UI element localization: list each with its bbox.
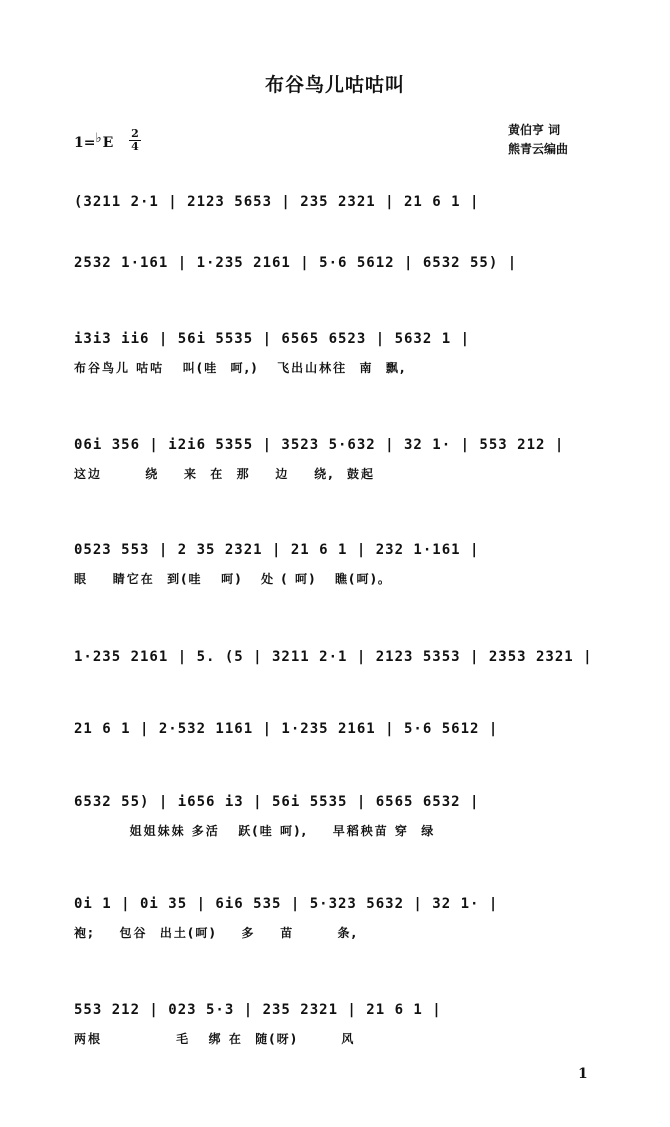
notation-row: 553 212 | 023 5·3 | 235 2321 | 21 6 1 |: [74, 1002, 442, 1018]
notation-row: 0i 1 | 0i 35 | 6i6 535 | 5·323 5632 | 32 1· |: [74, 896, 499, 912]
key-signature: [74, 131, 113, 151]
composer: 熊青云编曲: [508, 142, 569, 156]
flat-icon: ♭: [95, 131, 102, 146]
time-top: 2: [131, 127, 139, 140]
lyrics-row: 两根 毛 绑 在 随(呀) 风: [74, 1032, 356, 1046]
key-note: E: [102, 135, 114, 151]
time-bottom: 4: [131, 140, 139, 153]
notation-row: 21 6 1 | 2·532 1161 | 1·235 2161 | 5·6 5612 |: [74, 721, 499, 737]
notation-row: 0523 553 | 2 35 2321 | 21 6 1 | 232 1·161 |: [74, 542, 480, 558]
lyrics-row: 布谷鸟儿 咕咕 叫(哇 呵,) 飞出山林往 南 飘,: [74, 361, 407, 375]
credits: [508, 121, 568, 159]
time-signature: [128, 128, 142, 153]
lyrics-row: 眼 睛它在 到(哇 呵) 处 ( 呵) 瞧(呵)。: [74, 572, 392, 586]
song-title: 布谷鸟儿咕咕叫: [264, 74, 405, 96]
lyrics-row: 这边 绕 来 在 那 边 绕, 鼓起: [74, 467, 376, 481]
notation-row: 6532 55) | i656 i3 | 56i 5535 | 6565 6532 |: [74, 794, 480, 810]
notation-row: 06i 356 | i2i6 5355 | 3523 5·632 | 32 1· | 553 212 |: [74, 437, 565, 453]
key-prefix: 1=: [74, 135, 96, 151]
notation-row: (3211 2·1 | 2123 5653 | 235 2321 | 21 6 1 |: [74, 194, 480, 210]
lyricist: 黄伯亨 词: [508, 123, 561, 137]
lyrics-row: 姐姐妹妹 多活 跃(哇 呵), 早稻秧苗 穿 绿: [74, 824, 436, 838]
page-number: 1: [578, 1066, 588, 1082]
notation-row: 2532 1·161 | 1·235 2161 | 5·6 5612 | 6532 55) |: [74, 255, 518, 271]
notation-row: i3i3 ii6 | 56i 5535 | 6565 6523 | 5632 1 |: [74, 331, 471, 347]
notation-row: 1·235 2161 | 5. (5 | 3211 2·1 | 2123 5353 | 2353 2321 |: [74, 649, 593, 665]
lyrics-row: 袍; 包谷 出土(呵) 多 苗 条,: [74, 926, 359, 940]
